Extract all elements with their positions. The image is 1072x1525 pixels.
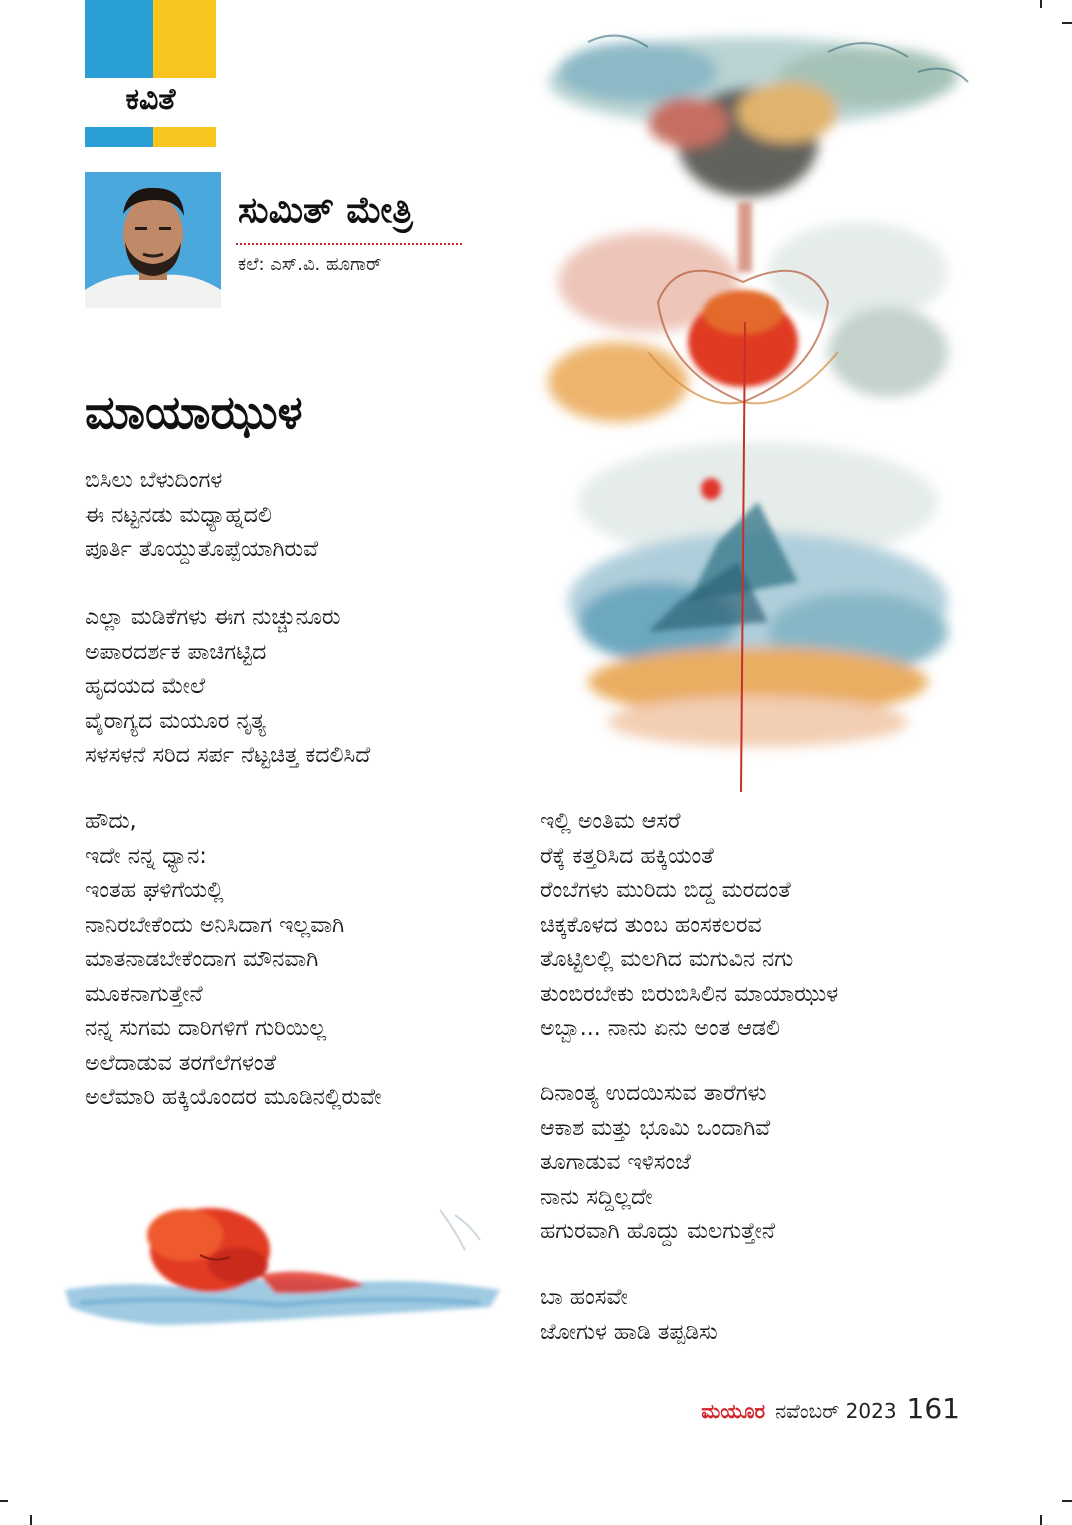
poem-line: ಎಲ್ಲಾ ಮಡಿಕೆಗಳು ಈಗ ನುಚ್ಚುನೂರು: [85, 605, 341, 630]
poem-line: ಈ ನಟ್ಟನಡು ಮಧ್ಯಾಹ್ನದಲಿ: [85, 502, 272, 528]
poem-stanza: [540, 805, 838, 1047]
poem-line: ಹೃದಯದ ಮೇಲೆ: [85, 674, 206, 699]
poem-line: ಬಿಸಿಲು ಬೆಳುದಿಂಗಳ: [85, 468, 223, 493]
poem-line: ನನ್ನ ಸುಗಮ ದಾರಿಗಳಿಗೆ ಗುರಿಯಿಲ್ಲ: [85, 1016, 327, 1041]
poem-stanza: [540, 1077, 775, 1250]
crop-mark: [30, 1515, 32, 1525]
poem-stanza: [540, 1281, 718, 1350]
poem-line: ಸಳಸಳನೆ ಸರಿದ ಸರ್ಪ ನೆಟ್ಟಚಿತ್ತ ಕದಲಿಸಿದೆ: [85, 743, 371, 768]
crop-mark: [1062, 22, 1072, 24]
poem-line: ನಾನು ಸದ್ದಿಲ್ಲದೇ: [540, 1184, 653, 1210]
poem-stanza: [85, 464, 318, 568]
art-credit: ಕಲೆ: ಎಸ್.ವಿ. ಹೂಗಾರ್: [238, 254, 382, 275]
poem-line: ಬಾ ಹಂಸವೇ: [540, 1285, 628, 1310]
page-footer: [701, 1392, 960, 1425]
poem-line: ಅಪಾರದರ್ಶಕ ಪಾಚಿಗಟ್ಟಿದ: [85, 639, 267, 665]
crop-mark: [1040, 1515, 1042, 1525]
crop-mark: [0, 1500, 8, 1502]
crop-mark: [1040, 0, 1042, 8]
poem-line: ಪೂರ್ತಿ ತೊಯ್ದುತೊಪ್ಪೆಯಾಗಿರುವೆ: [85, 537, 319, 562]
magazine-logo: ಮಯೂರ: [701, 1399, 766, 1423]
poem-line: ತೂಗಾಡುವ ಇಳಿಸಂಜೆ: [540, 1150, 691, 1175]
poem-line: ಇಂತಹ ಘಳಿಗೆಯಲ್ಲಿ: [85, 878, 224, 903]
issue-date: ನವೆಂಬರ್ 2023: [775, 1399, 897, 1423]
section-badge-top: [85, 0, 216, 78]
watercolor-illustration: [528, 22, 988, 802]
poem-line: ರೆಂಬೆಗಳು ಮುರಿದು ಬಿದ್ದ ಮರದಂತೆ: [540, 878, 791, 903]
crop-mark: [1062, 1500, 1072, 1502]
poem-line: ನಾನಿರಬೇಕೆಂದು ಅನಿಸಿದಾಗ ಇಲ್ಲವಾಗಿ: [85, 912, 345, 938]
author-photo: [85, 172, 221, 308]
poem-title: ಮಾಯಾಝುಳ: [85, 385, 303, 439]
poem-line: ಅಲೆದಾಡುವ ತರಗೆಲೆಗಳಂತೆ: [85, 1050, 277, 1076]
poem-line: ಹೌದು,: [85, 809, 137, 834]
poem-stanza: [85, 805, 382, 1116]
author-name: ಸುಮಿತ್ ಮೇತ್ರಿ: [238, 190, 413, 231]
poem-line: ಅಲೆಮಾರಿ ಹಕ್ಕಿಯೊಂದರ ಮೂಡಿನಲ್ಲಿರುವೇ: [85, 1085, 382, 1110]
poem-line: ಇದೇ ನನ್ನ ಧ್ಯಾನ:: [85, 843, 207, 869]
poem-line: ತೊಟ್ಟಿಲಲ್ಲಿ ಮಲಗಿದ ಮಗುವಿನ ನಗು: [540, 947, 794, 972]
poem-line: ಇಲ್ಲಿ ಅಂತಿಮ ಆಸರೆ: [540, 809, 681, 834]
page-number: 161: [906, 1392, 960, 1425]
poem-line: ಮೂಕನಾಗುತ್ತೇನೆ: [85, 981, 203, 1007]
poem-stanza: [85, 601, 370, 774]
poem-line: ಮಾತನಾಡಬೇಕೆಂದಾಗ ಮೌನವಾಗಿ: [85, 947, 319, 972]
section-badge-bottom: [85, 127, 216, 147]
poem-line: ದಿನಾಂತ್ಯ ಉದಯಿಸುವ ತಾರೆಗಳು: [540, 1081, 767, 1106]
poem-line: ವೈರಾಗ್ಯದ ಮಯೂರ ನೃತ್ಯ: [85, 708, 266, 734]
poem-line: ಹಗುರವಾಗಿ ಹೊದ್ದು ಮಲಗುತ್ತೇನೆ: [540, 1219, 775, 1244]
poem-line: ಚಿಕ್ಕಕೊಳದ ತುಂಬ ಹಂಸಕಲರವ: [540, 912, 762, 938]
poem-line: ಅಬ್ಬಾ... ನಾನು ಏನು ಅಂತ ಆಡಲಿ: [540, 1016, 780, 1041]
author-underline: [236, 243, 462, 245]
poem-line: ಜೋಗುಳ ಹಾಡಿ ತಪ್ಪಡಿಸು: [540, 1319, 718, 1345]
sleeping-figure-illustration: [60, 1195, 510, 1345]
poem-line: ಆಕಾಶ ಮತ್ತು ಭೂಮಿ ಒಂದಾಗಿವೆ: [540, 1115, 771, 1141]
poem-line: ರೆಕ್ಕೆ ಕತ್ತರಿಸಿದ ಹಕ್ಕಿಯಂತೆ: [540, 843, 714, 869]
section-label: ಕವಿತೆ: [125, 82, 176, 117]
poem-line: ತುಂಬಿರಬೇಕು ಬಿರುಬಿಸಿಲಿನ ಮಾಯಾಝುಳ: [540, 981, 839, 1007]
